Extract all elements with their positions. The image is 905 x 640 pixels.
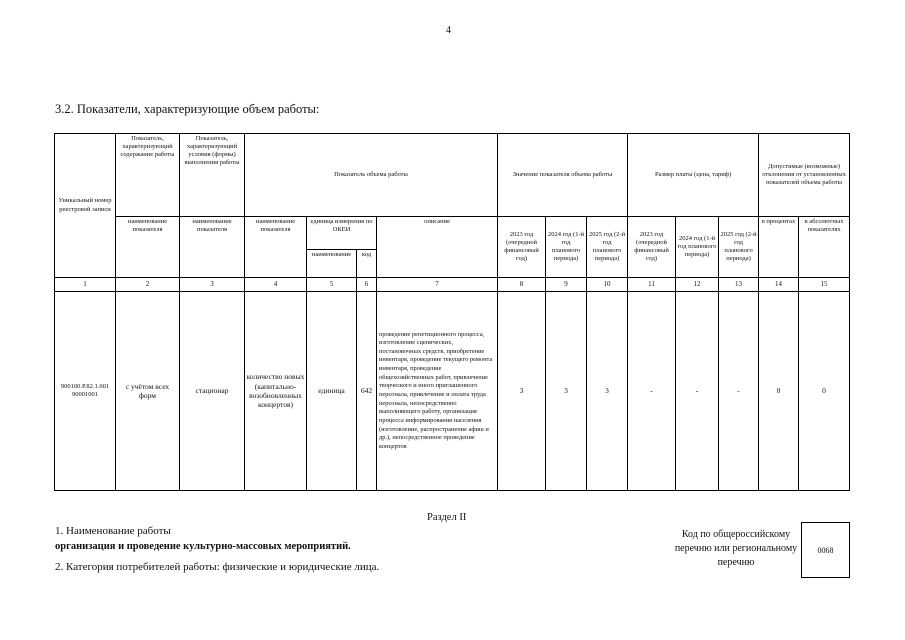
header-deviation-percent: в процентах (759, 217, 799, 278)
header-volume-value: Значение показателя объема работы (498, 134, 628, 217)
header-value-2023: 2023 год (очередной финансовый год) (498, 217, 546, 278)
table-row (55, 292, 850, 491)
page-number: 4 (446, 25, 451, 36)
header-unique-number: Уникальный номер реестровой записи (55, 134, 116, 278)
header-description: описание (377, 217, 498, 278)
cell-description: проведение репетиционного процесса, изготовление сценических, постановочных средств, приобретение инвентаря, проведение текущего ремонта инвентаря, проведение общехозяйственных работ, привлечение творческого и иного приглашенного персонала, привлечение и оплата труда персонала, непосредственно выполняющего работу, организация процесса информирования населения (изготовление, распространение афиш и др.), непосредственное проведение концертов (377, 292, 498, 491)
header-value-2025: 2025 год (2-й год планового периода) (587, 217, 628, 278)
column-number: 12 (676, 278, 719, 292)
cell-unit-code: 642 (357, 292, 377, 491)
cell-fee-2023: - (628, 292, 676, 491)
section-2-title: Раздел II (427, 512, 467, 523)
header-deviation: Допустимые (возможные) отклонения от установленных показателей объема работы (759, 134, 850, 217)
work-name-label: 1. Наименование работы (55, 525, 171, 537)
column-number: 8 (498, 278, 546, 292)
work-name-value: организация и проведение культурно-массовых мероприятий. (55, 541, 351, 552)
column-number: 15 (799, 278, 850, 292)
column-number: 9 (546, 278, 587, 292)
column-number: 13 (719, 278, 759, 292)
header-fee-2025: 2025 год (2-й год планового периода) (719, 217, 759, 278)
header-unit: единица измерения по ОКЕИ (307, 217, 377, 250)
column-number: 7 (377, 278, 498, 292)
column-number: 2 (116, 278, 180, 292)
column-number: 1 (55, 278, 116, 292)
column-number: 11 (628, 278, 676, 292)
header-content-name: наименование показателя (116, 217, 180, 278)
registry-code-label: Код по общероссийскому перечню или региональному перечню (674, 529, 798, 568)
column-number: 5 (307, 278, 357, 292)
cell-deviation-percent: 0 (759, 292, 799, 491)
header-unit-code: код (357, 250, 377, 278)
cell-value-2024: 3 (546, 292, 587, 491)
cell-deviation-absolute: 0 (799, 292, 850, 491)
cell-fee-2024: - (676, 292, 719, 491)
registry-code-value: 0068 (801, 522, 850, 578)
column-number: 14 (759, 278, 799, 292)
header-unit-name: наименование (307, 250, 357, 278)
cell-indicator-name: количество новых (капитально-возобновленных концертов) (245, 292, 307, 491)
column-number: 10 (587, 278, 628, 292)
consumer-category: 2. Категория потребителей работы: физические и юридические лица. (55, 561, 380, 573)
cell-condition: стационар (180, 292, 245, 491)
cell-unique-number: 900100.Р.82.1.001 90001001 (55, 292, 116, 491)
header-condition-name: наименование показателя (180, 217, 245, 278)
cell-value-2023: 3 (498, 292, 546, 491)
cell-fee-2025: - (719, 292, 759, 491)
header-condition: Показатель, характеризующий условия (формы) выполнения работы (180, 134, 245, 217)
cell-content: с учётом всех форм (116, 292, 180, 491)
cell-value-2025: 3 (587, 292, 628, 491)
column-number: 6 (357, 278, 377, 292)
header-content: Показатель, характеризующий содержание работы (116, 134, 180, 217)
header-volume-indicator: Показатель объема работы (245, 134, 498, 217)
cell-unit-name: единица (307, 292, 357, 491)
section-heading: 3.2. Показатели, характеризующие объем работы: (55, 102, 320, 116)
header-value-2024: 2024 год (1-й год планового периода) (546, 217, 587, 278)
header-fee-2023: 2023 год (очередной финансовый год) (628, 217, 676, 278)
header-fee-2024: 2024 год (1-й год планового периода) (676, 217, 719, 278)
header-deviation-absolute: в абсолютных показателях (799, 217, 850, 278)
column-number: 3 (180, 278, 245, 292)
column-number: 4 (245, 278, 307, 292)
volume-indicators-table (54, 133, 850, 491)
header-fee: Размер платы (цена, тариф) (628, 134, 759, 217)
header-volume-name: наименование показателя (245, 217, 307, 278)
